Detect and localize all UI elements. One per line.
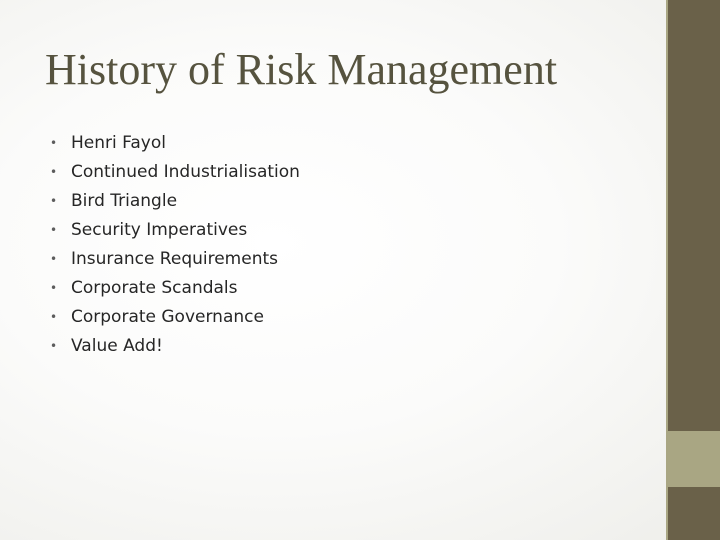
bullet-text: Value Add!: [71, 336, 163, 356]
bullet-marker: •: [50, 223, 58, 237]
bullet-marker: •: [50, 252, 58, 266]
bullet-text: Corporate Governance: [71, 307, 264, 327]
bullet-text: Corporate Scandals: [71, 278, 238, 298]
bullet-text: Continued Industrialisation: [71, 162, 300, 182]
bullet-marker: •: [50, 339, 58, 353]
bullet-item: [50, 332, 300, 361]
bullet-item: [50, 187, 300, 216]
slide-title: History of Risk Management: [45, 45, 558, 94]
bullet-item: [50, 216, 300, 245]
bullet-text: Security Imperatives: [71, 220, 248, 240]
bullet-item: [50, 303, 300, 332]
bullet-item: [50, 158, 300, 187]
bullet-text: Henri Fayol: [71, 133, 166, 153]
bullet-list: [50, 129, 300, 361]
bullet-text: Bird Triangle: [71, 191, 178, 211]
bullet-marker: •: [50, 165, 58, 179]
bullet-marker: •: [50, 194, 58, 208]
bullet-item: [50, 245, 300, 274]
bullet-marker: •: [50, 136, 58, 150]
bullet-marker: •: [50, 310, 58, 324]
bullet-text: Insurance Requirements: [71, 249, 278, 269]
side-band-accent: [666, 431, 720, 487]
bullet-item: [50, 274, 300, 303]
bullet-marker: •: [50, 281, 58, 295]
bullet-item: [50, 129, 300, 158]
